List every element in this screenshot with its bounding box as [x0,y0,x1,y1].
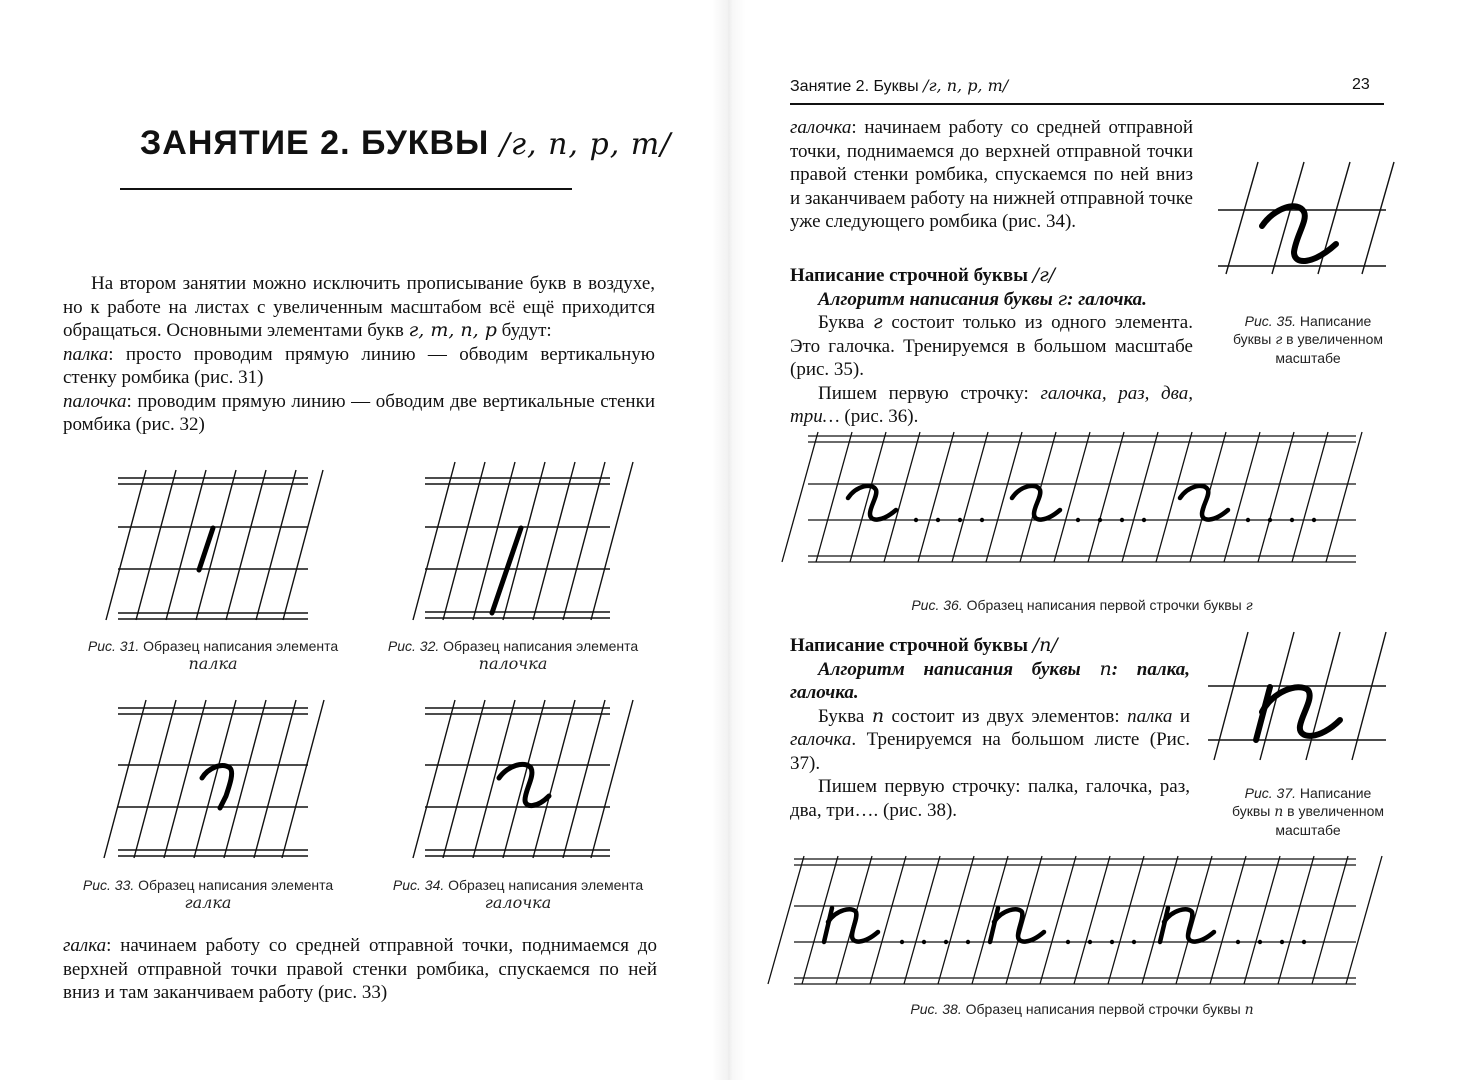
palochka-definition [63,390,655,437]
figure-35-text-1: Написание [1299,313,1372,329]
figure-35-caption [1208,312,1408,367]
figure-32-caption [380,637,646,673]
guide-line [768,856,804,984]
figure-37-text-2b: в увеличенном [1287,803,1385,819]
section-g-p2-a: Пишем первую строчку: [818,382,1029,404]
running-header-letters: /г, п, р, т/ [923,76,1009,95]
figure-33-grid [118,700,308,858]
figure-37-text-1: Написание [1299,785,1372,801]
galka-definition [63,934,657,1005]
figure-35-text-2b: в увеличенном [1286,331,1384,347]
galka-text: : начинаем работу со средней отправной точки, поднимаемся до верхней отправной точки правой стенки ромбика, спускаемся по ней вниз и там заканчиваем работу (рис. 33) [63,935,657,1003]
section-g-algo-letter: г [1057,287,1068,310]
guide-line [1326,432,1362,562]
figure-34-grid [425,700,610,858]
figure-31-caption [80,637,346,673]
intro-text-2: будут: [501,320,552,341]
palochka-term: палочка [63,390,127,412]
guide-line [850,432,886,562]
guide-line [1088,432,1124,562]
title-rule [120,188,572,190]
guide-line [802,856,838,984]
section-p-heading-letter: /п/ [1032,634,1058,656]
figure-35-text-3: масштабе [1275,350,1341,366]
figure-35-label: Рис. 35. [1244,313,1297,329]
figure-38-letter: п [1244,1002,1254,1018]
lesson-title-letters: /г, п, р, т/ [499,127,672,162]
figure-31-label: Рис. 31. [87,638,140,654]
figure-34-caption [385,876,651,912]
guide-line [972,856,1008,984]
section-g-heading-text: Написание строчной буквы [790,265,1028,286]
section-g-p2-em: галочка, раз, два, три… [790,382,1194,427]
section-g-algo-text: Алгоритм написания буквы [818,288,1053,310]
figure-34-label: Рис. 34. [392,877,445,893]
galochka-definition [790,116,1193,234]
figure-36-text: Образец написания первой строчки буквы [966,597,1242,613]
figure-35-grid [1218,162,1386,274]
guide-line [1244,856,1280,984]
section-p-p1-em1: палка [1127,705,1173,727]
guide-line [1278,856,1314,984]
section-p-heading-text: Написание строчной буквы [790,635,1028,656]
section-p-algorithm [790,658,1190,705]
palka-text: : просто проводим прямую линию — обводим вертикальную стенку ромбика (рис. 31) [63,343,655,388]
guide-line [1074,856,1110,984]
guide-line [782,432,818,562]
figure-31-word: палка [188,654,238,673]
section-p-algo-letter: п [1099,657,1112,680]
section-g-heading [790,264,1193,288]
palka-definition [63,343,655,390]
section-g-heading-letter: /г/ [1032,264,1056,286]
section-p-paragraph-2: Пишем первую строчку: палка, галочка, раз, два, три…. (рис. 38). [790,776,1190,821]
guide-line [1040,856,1076,984]
galka-term: галка [63,935,107,956]
figure-35-text-2a: буквы [1232,331,1272,347]
figure-31-text: Образец написания элемента [143,638,339,654]
guide-line [1122,432,1158,562]
guide-line [952,432,988,562]
galochka-term: галочка [790,117,852,138]
figure-35-letter: г [1275,332,1283,348]
header-rule [790,103,1384,105]
figure-33-word: галка [184,893,232,912]
figure-36-grid [808,432,1356,562]
section-g-p1-b: состоит только из одного элемента. Это галочка. Тренируемся в большом масштабе (рис. 35). [790,312,1193,380]
section-p-p1-em2: галочка [790,729,852,750]
intro-text-1: На втором занятии можно исключить прописывание букв в воздухе, но к работе на листах с увеличенным масштабом всё ещё приходится обращаться. Основными элементами букв [63,273,655,341]
running-header-text: Занятие 2. Буквы [790,78,919,95]
figure-38-text: Образец написания первой строчки буквы [965,1001,1241,1017]
palochka-text: : проводим прямую линию — обводим две вертикальные стенки ромбика (рис. 32) [63,390,655,435]
figure-38-caption [808,1000,1356,1019]
figure-37-text-3: масштабе [1275,822,1341,838]
figure-32-label: Рис. 32. [387,638,440,654]
section-g-algo-tail: : галочка. [1067,288,1147,310]
guide-line [1292,432,1328,562]
guide-line [1346,856,1382,984]
figure-33-text: Образец написания элемента [138,877,334,893]
figure-34-text: Образец написания элемента [448,877,644,893]
section-p [790,634,1190,822]
figure-37-text-2a: буквы [1231,803,1271,819]
figure-36-label: Рис. 36. [911,597,963,613]
guide-line [1210,856,1246,984]
figure-36-caption [808,596,1356,615]
guide-line [1224,432,1260,562]
galochka-text: : начинаем работу со средней отправной точки, поднимаемся до верхней отправной точки правой стенки ромбика, спускаемся по ней вниз и заканчиваем работу на нижней отправной точке уже следующего ромбика (рис. 34). [790,117,1193,232]
guide-line [870,856,906,984]
figure-36-letter: г [1245,598,1253,614]
figure-37-caption [1208,784,1408,839]
section-p-paragraph-1 [790,705,1190,776]
section-p-p1-a: Буква [818,705,865,727]
figure-33-label: Рис. 33. [82,877,135,893]
guide-line [1312,856,1348,984]
guide-line [918,432,954,562]
guide-line [1156,432,1192,562]
lesson-title-text: ЗАНЯТИЕ 2. БУКВЫ [140,124,490,162]
guide-line [1258,432,1294,562]
guide-line [938,856,974,984]
figure-34-word: галочка [484,893,552,912]
lesson-title [140,124,671,163]
guide-line [986,432,1022,562]
figure-31-grid [118,470,308,620]
figure-32-word: палочка [478,654,548,673]
left-page [0,0,728,1080]
section-p-p1-letter: п [871,704,885,727]
intro-text [63,272,655,437]
figure-33-caption [75,876,341,912]
section-g-paragraph-2 [790,382,1193,429]
section-g-paragraph-1 [790,311,1193,382]
right-page [728,0,1457,1080]
section-p-algo-text: Алгоритм написания буквы [818,658,1081,680]
guide-line [1142,856,1178,984]
section-p-heading [790,634,1190,658]
guide-line [1006,856,1042,984]
intro-letters: г, т, п, р [408,319,497,341]
guide-line [1108,856,1144,984]
section-p-algo-tail: : палка, галочка. [790,658,1191,703]
page-number: 23 [1352,76,1370,93]
section-g-p2-b: (рис. 36). [844,406,919,427]
figure-32-text: Образец написания элемента [443,638,639,654]
figure-32-grid [425,462,610,620]
figure-37-grid [1208,632,1386,760]
figure-37-label: Рис. 37. [1244,785,1297,801]
section-p-p1-d: . Тренируемся на большом листе (Рис. 37). [790,729,1190,774]
intro-paragraph [63,272,655,343]
section-p-p1-c: и [1179,705,1191,727]
section-g [790,264,1193,429]
figure-38-label: Рис. 38. [910,1001,962,1017]
section-p-p1-b: состоит из двух элементов: [891,705,1120,727]
guide-line [884,432,920,562]
guide-line [904,856,940,984]
running-header [790,76,1008,96]
palka-term: палка [63,343,109,365]
figure-38-grid [794,856,1356,984]
section-g-p1-a: Буква [818,312,865,333]
guide-line [1176,856,1212,984]
section-g-algorithm [790,288,1193,312]
section-g-p1-letter: г [873,311,883,333]
figure-37-letter: п [1274,804,1284,820]
guide-line [1054,432,1090,562]
